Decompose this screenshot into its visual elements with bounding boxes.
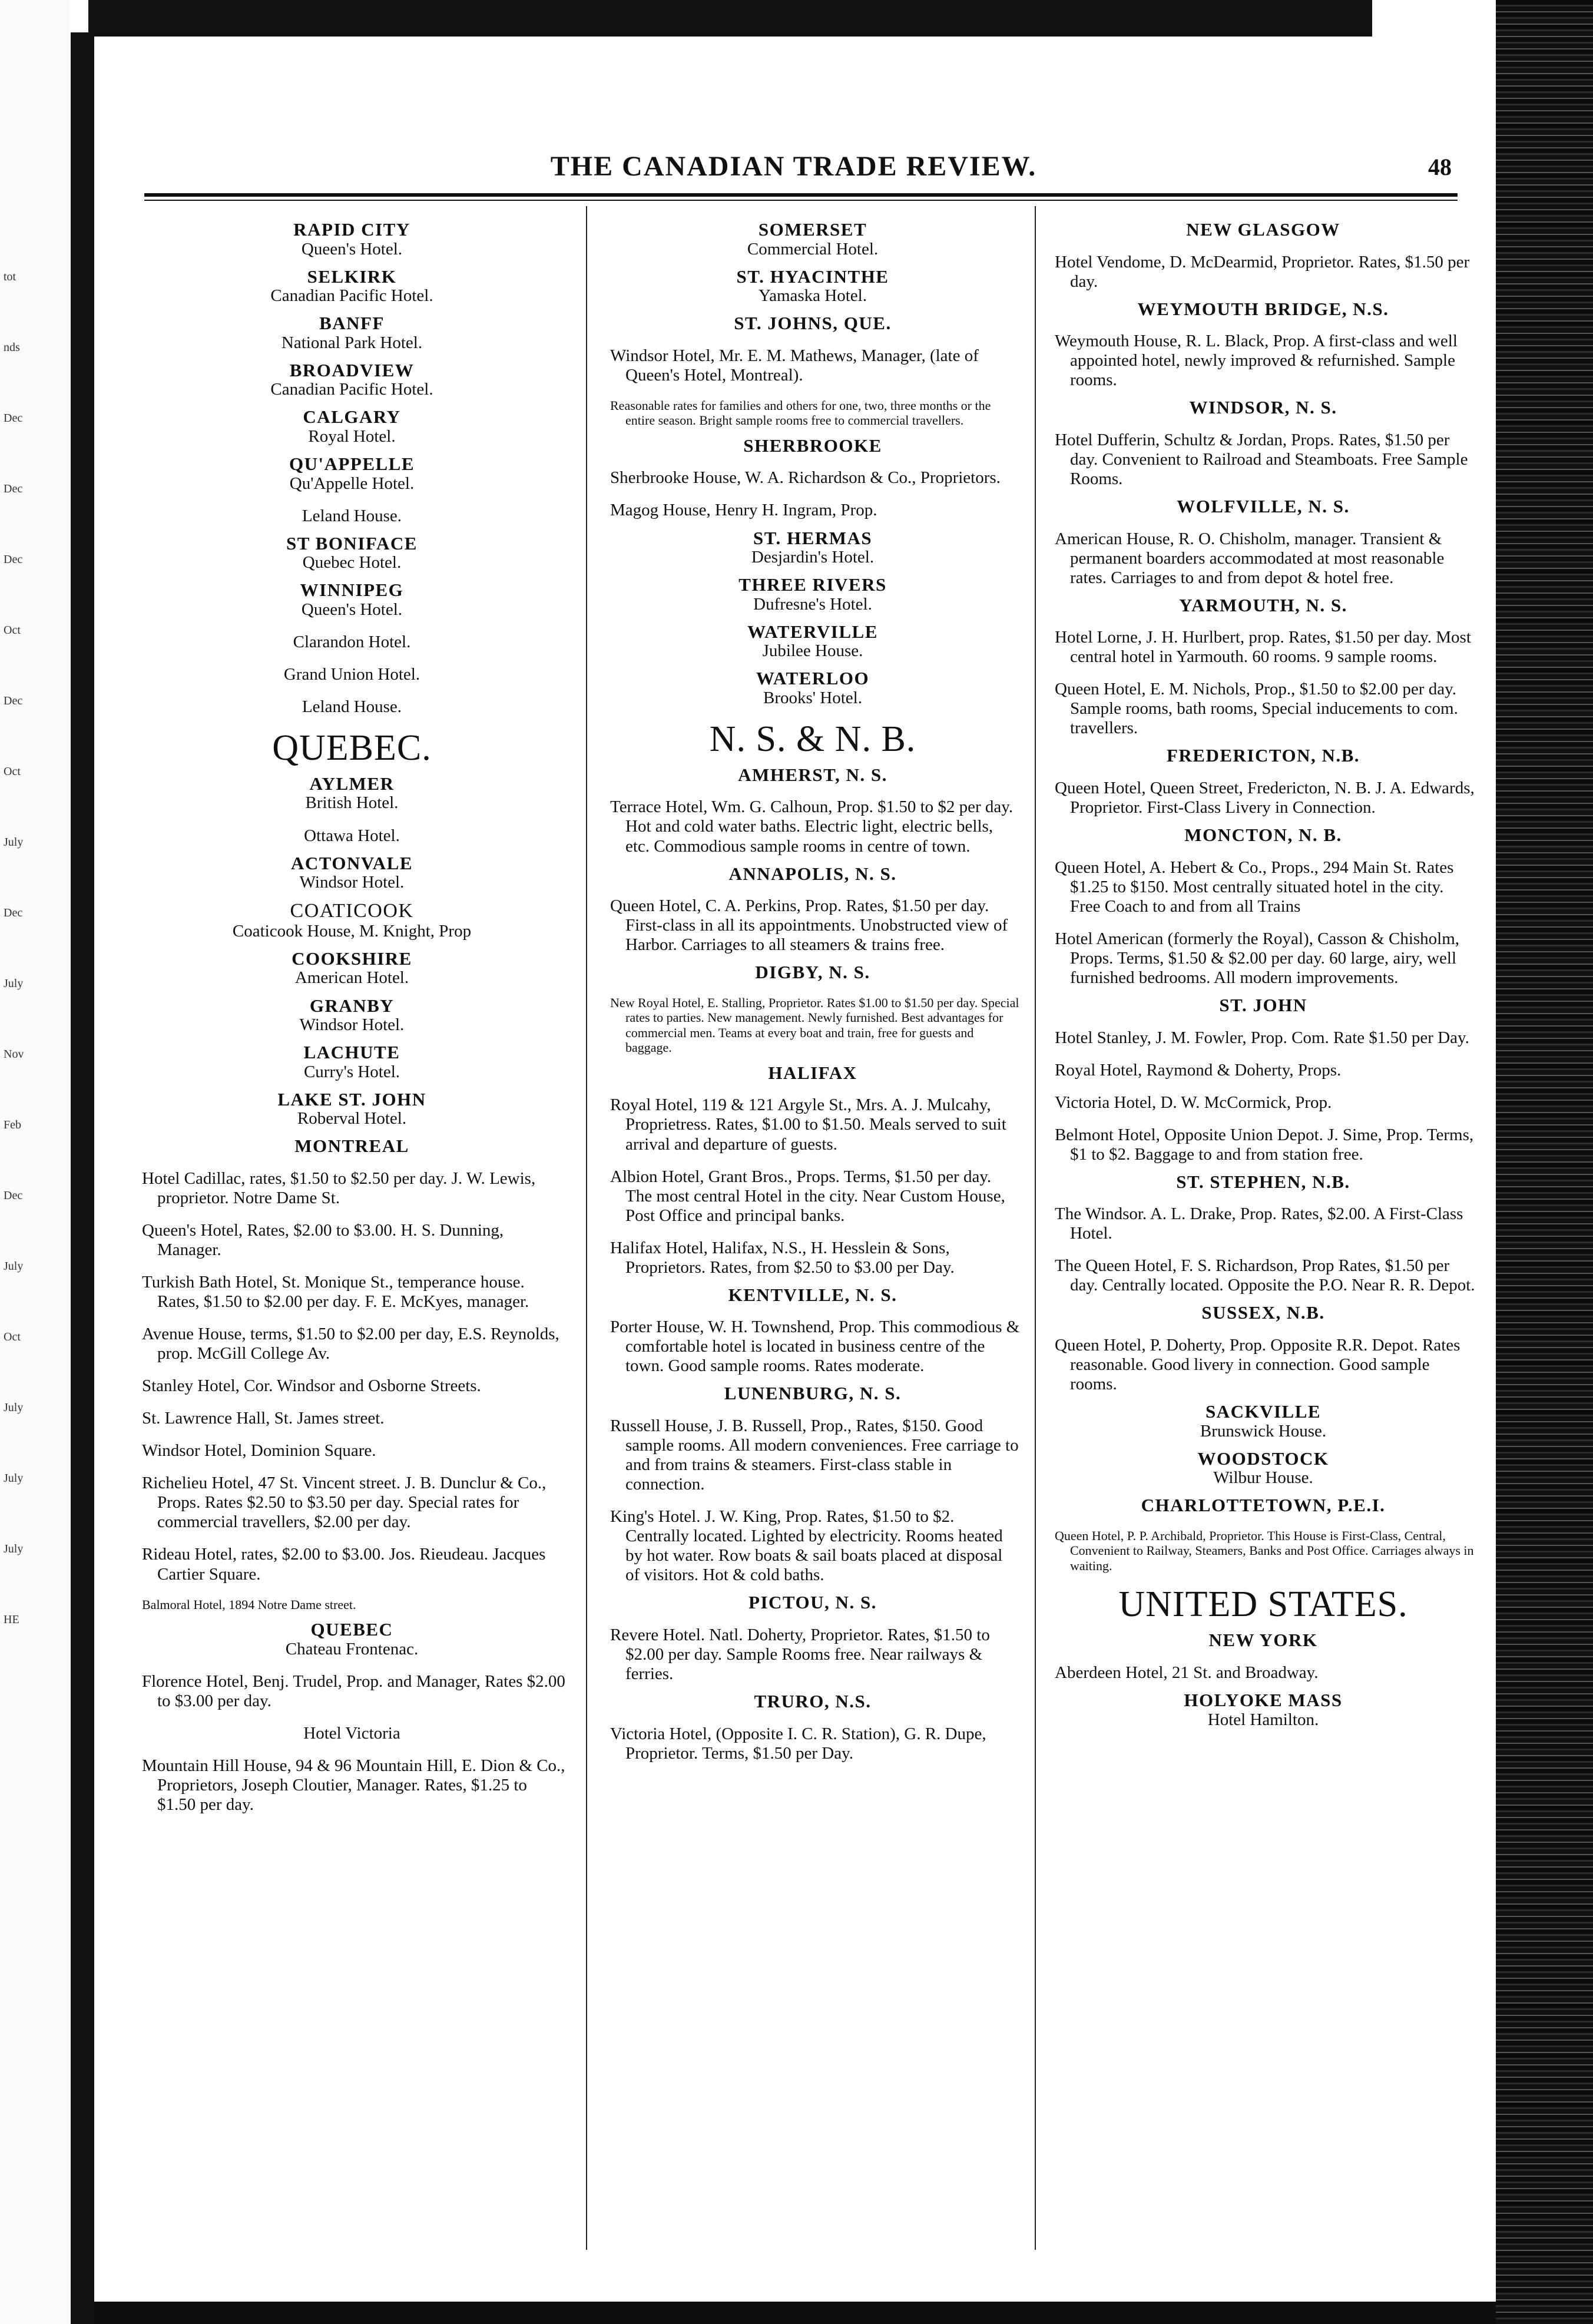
city-heading: NEW GLASGOW	[1186, 219, 1340, 240]
city-heading: AMHERST, N. S.	[738, 764, 887, 785]
city-heading: TRURO, N.S.	[754, 1691, 872, 1712]
margin-fragment: Nov	[4, 1048, 24, 1061]
running-head	[103, 150, 1484, 186]
hotel-listing: Brooks' Hotel.	[763, 688, 862, 707]
city-heading: ANNAPOLIS, N. S.	[728, 863, 897, 884]
hotel-entry: Russell House, J. B. Russell, Prop., Rates, $150. Good sample rooms. All modern conveniences. Free carriage to and from trains & steamers. First-class stable in connection.	[610, 1416, 1019, 1494]
scan-border-left	[71, 32, 94, 2324]
section-heading: QUEBEC.	[272, 727, 432, 768]
city-heading: GRANBY	[309, 995, 395, 1016]
hotel-listing: Canadian Pacific Hotel.	[270, 380, 433, 399]
hotel-entry: Queen Hotel, A. Hebert & Co., Props., 294 Main St. Rates $1.25 to $150. Most centrally situated hotel in the city. Free Coach to and from all Trains	[1055, 858, 1454, 916]
hotel-entry: New Royal Hotel, E. Stalling, Proprietor. Rates $1.00 to $1.50 per day. Special rates to parties. New management. Newly furnished. Best advantages for commercial men. Teams at every boat and train, free for guests and baggage.	[610, 995, 1019, 1055]
city-heading: HALIFAX	[768, 1062, 857, 1083]
city-heading: WINNIPEG	[300, 580, 404, 601]
hotel-entry: Turkish Bath Hotel, St. Monique St., temperance house. Rates, $1.50 to $2.00 per day. F. E. McKyes, manager.	[142, 1273, 529, 1312]
hotel-listing: Dufresne's Hotel.	[753, 594, 872, 614]
hotel-entry: Porter House, W. H. Townshend, Prop. This commodious & comfortable hotel is located in business centre of the town. Good sample rooms. Rates moderate.	[610, 1317, 1020, 1376]
city-heading: YARMOUTH, N. S.	[1179, 594, 1347, 615]
city-heading: WATERVILLE	[747, 621, 878, 642]
hotel-listing: Leland House.	[302, 697, 402, 716]
hotel-listing: Brunswick House.	[1200, 1421, 1327, 1441]
city-heading: FREDERICTON, N.B.	[1166, 745, 1360, 766]
column-2	[601, 212, 1025, 2250]
hotel-entry: Victoria Hotel, (Opposite I. C. R. Station), G. R. Dupe, Proprietor. Terms, $1.50 per Day.	[610, 1724, 986, 1763]
city-heading: LAKE ST. JOHN	[277, 1088, 426, 1110]
city-heading: LACHUTE	[303, 1042, 400, 1063]
hotel-entry: Terrace Hotel, Wm. G. Calhoun, Prop. $1.50 to $2 per day. Hot and cold water baths. Electric light, electric bells, etc. Commodious sample rooms in centre of town.	[610, 797, 1014, 856]
hotel-entry: Weymouth House, R. L. Black, Prop. A first-class and well appointed hotel, newly improved & refurnished. Sample rooms.	[1055, 332, 1458, 390]
hotel-entry: Hotel Lorne, J. H. Hurlbert, prop. Rates, $1.50 per day. Most central hotel in Yarmouth. 60 rooms. 9 sample rooms.	[1055, 628, 1471, 667]
margin-fragment: Feb	[4, 1118, 21, 1131]
city-heading: SUSSEX, N.B.	[1201, 1302, 1325, 1323]
hotel-entry: Queen Hotel, P. P. Archibald, Proprietor. This House is First-Class, Central, Convenient to Railway, Steamers, Banks and Post Office. Carriages always in waiting.	[1055, 1528, 1474, 1573]
hotel-entry: American House, R. O. Chisholm, manager. Transient & permanent boarders accommodated at most reasonable rates. Carriages to and from depot & hotel free.	[1055, 529, 1445, 587]
hotel-listing: Quebec Hotel.	[302, 553, 402, 572]
city-heading: HOLYOKE MASS	[1184, 1690, 1343, 1711]
section-heading: N. S. & N. B.	[709, 719, 916, 759]
hotel-entry: The Windsor. A. L. Drake, Prop. Rates, $2.00. A First-Class Hotel.	[1055, 1204, 1463, 1243]
hotel-listing: Royal Hotel.	[308, 426, 396, 446]
margin-fragment: July	[4, 977, 24, 990]
column-1	[133, 212, 571, 2250]
page-number: 48	[1428, 154, 1452, 180]
hotel-listing: Canadian Pacific Hotel.	[270, 286, 433, 306]
margin-fragment: Oct	[4, 765, 21, 778]
city-heading: COOKSHIRE	[292, 948, 412, 969]
hotel-listing: Leland House.	[302, 506, 402, 525]
margin-fragment: July	[4, 1542, 24, 1555]
page-title: THE CANADIAN TRADE REVIEW.	[550, 151, 1037, 182]
hotel-entry: Queen Hotel, E. M. Nichols, Prop., $1.50 to $2.00 per day. Sample rooms, bath rooms, Special inducements to com. travellers.	[1055, 680, 1458, 738]
hotel-entry: Richelieu Hotel, 47 St. Vincent street. J. B. Dunclur & Co., Props. Rates $2.50 to $3.50 per day. Special rates for commercial travellers, $2.00 per day.	[142, 1474, 547, 1532]
city-heading: SOMERSET	[758, 219, 867, 240]
city-heading: MONTREAL	[294, 1135, 409, 1157]
city-heading: MONCTON, N. B.	[1184, 825, 1342, 846]
section-heading: UNITED STATES.	[1118, 1584, 1408, 1625]
city-heading: KENTVILLE, N. S.	[728, 1284, 897, 1305]
hotel-entry: Queen Hotel, Queen Street, Fredericton, N. B. J. A. Edwards, Proprietor. First-Class Livery in Connection.	[1055, 779, 1475, 817]
city-heading: WOODSTOCK	[1197, 1448, 1329, 1469]
margin-fragment: Oct	[4, 1330, 21, 1343]
hotel-listing: Hotel Victoria	[303, 1723, 400, 1743]
margin-fragment: Dec	[4, 553, 23, 566]
hotel-entry: Avenue House, terms, $1.50 to $2.00 per day, E.S. Reynolds, prop. McGill College Av.	[142, 1325, 559, 1363]
hotel-entry: Rideau Hotel, rates, $2.00 to $3.00. Jos. Rieudeau. Jacques Cartier Square.	[142, 1545, 546, 1584]
city-heading: SACKVILLE	[1205, 1401, 1322, 1422]
hotel-listing: British Hotel.	[305, 793, 399, 813]
city-heading: BANFF	[319, 313, 385, 334]
margin-fragment: July	[4, 1401, 24, 1414]
city-heading: QU'APPELLE	[289, 453, 415, 474]
hotel-entry: The Queen Hotel, F. S. Richardson, Prop Rates, $1.50 per day. Centrally located. Opposite the P.O. Near R. R. Depot.	[1055, 1256, 1475, 1295]
hotel-entry: Stanley Hotel, Cor. Windsor and Osborne Streets.	[142, 1376, 481, 1396]
city-heading: DIGBY, N. S.	[755, 962, 870, 983]
city-heading: ST. JOHNS, QUE.	[734, 313, 892, 334]
city-heading: WINDSOR, N. S.	[1189, 397, 1337, 418]
hotel-entry: Florence Hotel, Benj. Trudel, Prop. and Manager, Rates $2.00 to $3.00 per day.	[142, 1671, 565, 1710]
margin-fragment: July	[4, 1472, 24, 1485]
scan-border-top	[88, 0, 1372, 37]
hotel-entry: Windsor Hotel, Dominion Square.	[142, 1441, 376, 1461]
hotel-listing: Hotel Hamilton.	[1207, 1710, 1319, 1729]
city-heading: NEW YORK	[1208, 1630, 1318, 1651]
hotel-listing: Queen's Hotel.	[301, 239, 403, 259]
hotel-listing: American Hotel.	[294, 968, 409, 988]
margin-fragment: July	[4, 836, 24, 849]
margin-fragment: July	[4, 1260, 24, 1273]
city-heading: ST. HERMAS	[753, 527, 873, 548]
hotel-entry: Victoria Hotel, D. W. McCormick, Prop.	[1055, 1093, 1332, 1112]
hotel-entry: Balmoral Hotel, 1894 Notre Dame street.	[142, 1597, 356, 1612]
city-heading: WOLFVILLE, N. S.	[1177, 496, 1350, 517]
hotel-entry: Mountain Hill House, 94 & 96 Mountain Hill, E. Dion & Co., Proprietors, Joseph Cloutier, Manager. Rates, $1.25 to $1.50 per day.	[142, 1756, 565, 1814]
city-heading: ST BONIFACE	[286, 532, 418, 554]
margin-fragment: Dec	[4, 1189, 23, 1202]
hotel-listing: Commercial Hotel.	[747, 239, 879, 259]
scan-border-right	[1496, 0, 1593, 2324]
header-rule	[144, 193, 1458, 197]
hotel-listing: Roberval Hotel.	[297, 1109, 407, 1128]
hotel-entry: Albion Hotel, Grant Bros., Props. Terms, $1.50 per day. The most central Hotel in the city. Near Custom House, Post Office and principal banks.	[610, 1167, 1005, 1225]
hotel-listing: Windsor Hotel.	[299, 873, 405, 892]
city-heading: ST. STEPHEN, N.B.	[1176, 1171, 1350, 1192]
city-heading: SELKIRK	[307, 266, 397, 287]
column-divider	[586, 206, 587, 2250]
scan-border-bottom	[94, 2302, 1496, 2324]
hotel-entry: Royal Hotel, Raymond & Doherty, Props.	[1055, 1060, 1342, 1080]
hotel-entry: Windsor Hotel, Mr. E. M. Mathews, Manager, (late of Queen's Hotel, Montreal).	[610, 346, 979, 385]
hotel-entry: Halifax Hotel, Halifax, N.S., H. Hesslein & Sons, Proprietors. Rates, from $2.50 to $3.00 per Day.	[610, 1238, 955, 1277]
hotel-entry: Hotel Cadillac, rates, $1.50 to $2.50 per day. J. W. Lewis, proprietor. Notre Dame St.	[142, 1168, 536, 1207]
city-heading: WEYMOUTH BRIDGE, N.S.	[1137, 298, 1389, 319]
hotel-entry: King's Hotel. J. W. King, Prop. Rates, $1.50 to $2. Centrally located. Lighted by electricity. Rooms heated by hot water. Row boats & sail boats placed at disposal of visitors. Hot & cold baths.	[610, 1507, 1003, 1585]
hotel-listing: Wilbur House.	[1213, 1468, 1313, 1488]
hotel-listing: Curry's Hotel.	[303, 1062, 400, 1081]
margin-fragment: Dec	[4, 482, 23, 495]
hotel-listing: Windsor Hotel.	[299, 1015, 405, 1035]
city-heading: CHARLOTTETOWN, P.E.I.	[1141, 1495, 1386, 1516]
city-heading: SHERBROOKE	[743, 435, 882, 456]
hotel-entry: Queen Hotel, P. Doherty, Prop. Opposite R.R. Depot. Rates reasonable. Good livery in connection. Good sample rooms.	[1055, 1336, 1460, 1394]
hotel-listing: Coaticook House, M. Knight, Prop	[232, 921, 472, 941]
city-heading: WATERLOO	[756, 668, 870, 689]
hotel-listing: Grand Union Hotel.	[283, 664, 420, 684]
hotel-entry: Aberdeen Hotel, 21 St. and Broadway.	[1055, 1663, 1319, 1682]
hotel-entry: Hotel Stanley, J. M. Fowler, Prop. Com. Rate $1.50 per Day.	[1055, 1028, 1469, 1047]
city-heading: AYLMER	[309, 773, 395, 794]
margin-fragment: HE	[4, 1613, 19, 1626]
hotel-entry: Hotel Dufferin, Schultz & Jordan, Props. Rates, $1.50 per day. Convenient to Railroad and Steamboats. Free Sample Rooms.	[1055, 430, 1468, 488]
city-heading: CALGARY	[303, 406, 401, 428]
city-heading: ACTONVALE	[290, 852, 413, 873]
city-heading: THREE RIVERS	[738, 574, 887, 595]
city-heading: RAPID CITY	[293, 219, 410, 240]
hotel-listing: Queen's Hotel.	[301, 600, 403, 619]
city-heading: ST. HYACINTHE	[736, 266, 889, 287]
city-heading: BROADVIEW	[289, 359, 415, 380]
city-heading: LUNENBURG, N. S.	[724, 1383, 902, 1404]
hotel-listing: Ottawa Hotel.	[304, 826, 400, 845]
hotel-listing: Yamaska Hotel.	[759, 286, 867, 306]
margin-fragment: Oct	[4, 624, 21, 637]
margin-fragment: Dec	[4, 412, 23, 425]
hotel-listing: Desjardin's Hotel.	[751, 548, 875, 567]
margin-fragment: Dec	[4, 906, 23, 919]
margin-fragment: nds	[4, 341, 20, 354]
hotel-listing: Clarandon Hotel.	[293, 632, 411, 651]
hotel-entry: Queen Hotel, C. A. Perkins, Prop. Rates, $1.50 per day. First-class in all its appointments. Unobstructed view of Harbor. Carriages to all steamers & trains free.	[610, 896, 1008, 955]
hotel-entry: Royal Hotel, 119 & 121 Argyle St., Mrs. A. J. Mulcahy, Proprietress. Rates, $1.00 to $1.50. Meals served to suit arrival and departure of guests.	[610, 1095, 1006, 1154]
hotel-listing: Jubilee House.	[762, 641, 863, 661]
margin-fragment: Dec	[4, 694, 23, 707]
hotel-entry: Belmont Hotel, Opposite Union Depot. J. Sime, Prop. Terms, $1 to $2. Baggage to and from station free.	[1055, 1125, 1474, 1164]
newspaper-page	[103, 35, 1484, 2297]
hotel-listing: Qu'Appelle Hotel.	[289, 474, 415, 493]
hotel-entry: Hotel Vendome, D. McDearmid, Proprietor. Rates, $1.50 per day.	[1055, 252, 1470, 291]
hotel-entry: Sherbrooke House, W. A. Richardson & Co., Proprietors.	[610, 468, 1001, 488]
hotel-entry: Reasonable rates for families and others for one, two, three months or the entire season. Bright sample rooms free to commercial travellers.	[610, 398, 991, 428]
column-3	[1045, 212, 1481, 2250]
hotel-listing: Chateau Frontenac.	[285, 1639, 419, 1658]
hotel-entry: Revere Hotel. Natl. Doherty, Proprietor. Rates, $1.50 to $2.00 per day. Sample Rooms free. Near railways & ferries.	[610, 1625, 990, 1684]
city-heading: PICTOU, N. S.	[749, 1592, 877, 1613]
margin-fragment: tot	[4, 270, 16, 283]
city-heading: ST. JOHN	[1219, 994, 1307, 1015]
hotel-listing: National Park Hotel.	[281, 333, 423, 352]
hotel-entry: Hotel American (formerly the Royal), Casson & Chisholm, Props. Terms, $1.50 & $2.00 per day. 60 large, airy, well furnished bedrooms. All modern improvements.	[1055, 929, 1460, 987]
city-heading: QUEBEC	[310, 1619, 393, 1640]
column-divider	[1035, 206, 1036, 2250]
city-heading: COATICOOK	[290, 900, 414, 922]
hotel-entry: Magog House, Henry H. Ingram, Prop.	[610, 501, 877, 520]
hotel-entry: Queen's Hotel, Rates, $2.00 to $3.00. H. S. Dunning, Manager.	[142, 1220, 504, 1259]
header-rule-thin	[144, 200, 1458, 201]
hotel-entry: St. Lawrence Hall, St. James street.	[142, 1409, 385, 1428]
